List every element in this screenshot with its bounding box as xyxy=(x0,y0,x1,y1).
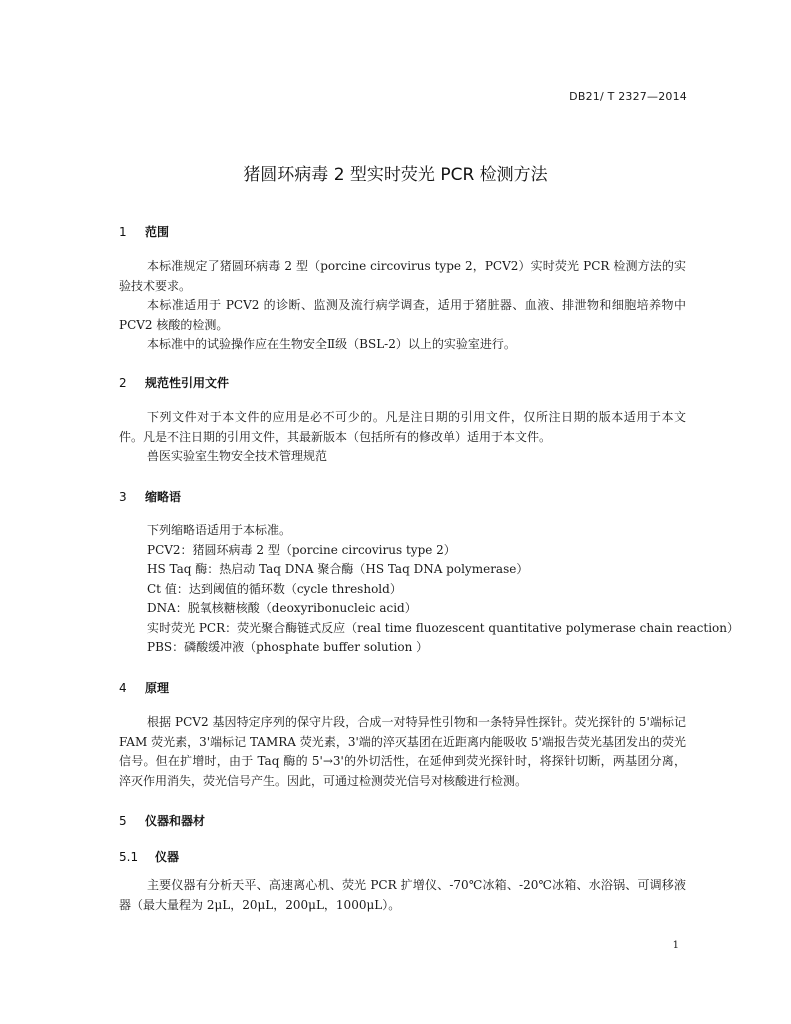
references-item: 兽医实验室生物安全技术管理规范 xyxy=(147,449,328,463)
abbreviation-item-pbs: PBS：磷酸缓冲液（phosphate buffer solution ） xyxy=(147,640,429,654)
section-title: 缩略语 xyxy=(145,490,182,504)
page-number: 1 xyxy=(672,940,679,951)
section-title: 仪器 xyxy=(155,850,180,864)
instruments-paragraph: 主要仪器有分析天平、高速离心机、荧光 PCR 扩增仪、-70℃冰箱、-20℃冰箱、水浴锅、可调移液器（最大量程为 2μL，20μL，200μL，1000μL）。 xyxy=(119,878,686,912)
section-number: 5.1 xyxy=(119,850,139,864)
section-heading-principle xyxy=(119,679,169,696)
document-title: 猪圆环病毒 2 型实时荧光 PCR 检测方法 xyxy=(243,165,548,185)
section-title: 仪器和器材 xyxy=(145,814,206,828)
section-title: 范围 xyxy=(145,225,170,239)
abbreviation-intro: 下列缩略语适用于本标准。 xyxy=(147,523,292,537)
principle-paragraph: 根据 PCV2 基因特定序列的保守片段，合成一对特异性引物和一条特异性探针。荧光探针的 5'端标记 FAM 荧光素，3'端标记 TAMRA 荧光素，3'端的淬灭基团在近距离内能吸收 5'端报告荧光基团发出的荧光信号。但在扩增时，由于 Taq 酶的 5'→3'的外切活性，在延伸到荧光探针时，将探针切断，两基团分离，淬灭作用消失，荧光信号产生。因此，可通过检测荧光信号对核酸进行检测。 xyxy=(119,715,686,788)
section-number: 4 xyxy=(119,681,127,695)
document-code: DB21/ T 2327—2014 xyxy=(569,90,687,103)
section-heading-scope xyxy=(119,223,169,240)
section-heading-abbreviations xyxy=(119,488,181,505)
section-heading-normative-references xyxy=(119,374,229,391)
abbreviation-item-dna: DNA：脱氧核糖核酸（deoxyribonucleic acid） xyxy=(147,601,417,615)
section-number: 3 xyxy=(119,490,127,504)
references-paragraph: 下列文件对于本文件的应用是必不可少的。凡是注日期的引用文件，仅所注日期的版本适用于本文件。凡是不注日期的引用文件，其最新版本（包括所有的修改单）适用于本文件。 xyxy=(119,410,686,444)
abbreviation-item-hs-taq: HS Taq 酶：热启动 Taq DNA 聚合酶（HS Taq DNA polymerase） xyxy=(147,562,529,576)
section-number: 5 xyxy=(119,814,127,828)
scope-paragraph-2: 本标准适用于 PCV2 的诊断、监测及流行病学调查，适用于猪脏器、血液、排泄物和细胞培养物中PCV2 核酸的检测。 xyxy=(119,298,686,332)
scope-paragraph-1: 本标准规定了猪圆环病毒 2 型（porcine circovirus type 2，PCV2）实时荧光 PCR 检测方法的实验技术要求。 xyxy=(119,259,686,293)
section-number: 2 xyxy=(119,376,127,390)
scope-paragraph-3: 本标准中的试验操作应在生物安全Ⅱ级（BSL-2）以上的实验室进行。 xyxy=(147,337,516,351)
abbreviation-item-pcv2: PCV2：猪圆环病毒 2 型（porcine circovirus type 2） xyxy=(147,543,456,557)
section-title: 规范性引用文件 xyxy=(145,376,230,390)
subsection-heading-instruments xyxy=(119,848,179,865)
abbreviation-item-realtime-pcr: 实时荧光 PCR：荧光聚合酶链式反应（real time fluozescent quantitative polymerase chain reaction） xyxy=(147,621,739,635)
abbreviation-item-ct: Ct 值：达到阈值的循环数（cycle threshold） xyxy=(147,582,402,596)
section-title: 原理 xyxy=(145,681,170,695)
section-heading-instruments-equipment xyxy=(119,812,205,829)
section-number: 1 xyxy=(119,225,127,239)
